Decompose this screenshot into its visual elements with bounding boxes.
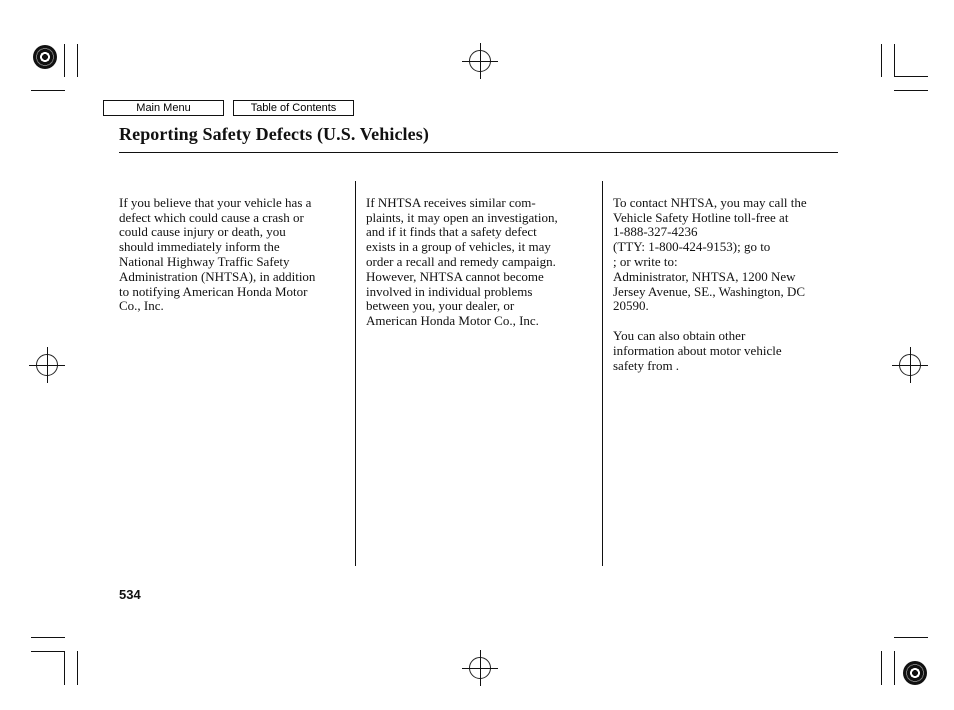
crop-mark [77, 651, 78, 685]
crop-mark [31, 651, 65, 652]
paragraph: If you believe that your vehicle has a defect which could cause a crash or could cause injury or death, you should immediately inform the National Highway Traffic Safety Administration (NHTSA), in addition to notifying American Honda Motor Co., Inc. [119, 194, 316, 314]
column-divider [355, 181, 356, 566]
crop-mark [894, 44, 895, 77]
crop-mark [894, 76, 928, 77]
table-of-contents-button[interactable]: Table of Contents [233, 100, 354, 116]
registration-mark-dark [33, 45, 57, 69]
crop-mark [31, 90, 65, 91]
crop-mark [894, 90, 928, 91]
page-title: Reporting Safety Defects (U.S. Vehicles) [119, 124, 429, 144]
paragraph: If NHTSA receives similar com- plaints, it may open an investigation, and if it finds that a safety defect exists in a group of vehicles, it may order a recall and remedy campaign. However, NHTSA cannot become involved in individual problems between you, your dealer, or American Honda Motor Co., Inc. [366, 194, 558, 329]
crop-mark [77, 44, 78, 77]
text-column-2 [366, 181, 594, 344]
title-rule [119, 152, 838, 153]
page-number: 534 [119, 587, 141, 602]
crop-mark [881, 651, 882, 685]
text-column-3 [613, 181, 841, 388]
crop-mark [881, 44, 882, 77]
main-menu-button[interactable]: Main Menu [103, 100, 224, 116]
column-divider [602, 181, 603, 566]
registration-mark-dark [903, 661, 927, 685]
crop-mark [894, 651, 895, 685]
crop-mark [64, 44, 65, 77]
text-column-1 [119, 181, 347, 329]
crop-mark [31, 637, 65, 638]
paragraph: You can also obtain other information about motor vehicle safety from . [613, 327, 782, 373]
crop-mark [64, 651, 65, 685]
paragraph: To contact NHTSA, you may call the Vehicle Safety Hotline toll-free at 1-888-327-4236 (TTY: 1-800-424-9153); go to ; or write to: Administrator, NHTSA, 1200 New Jersey Avenue, SE., Washington, DC 20590. [613, 194, 807, 314]
crop-mark [894, 637, 928, 638]
